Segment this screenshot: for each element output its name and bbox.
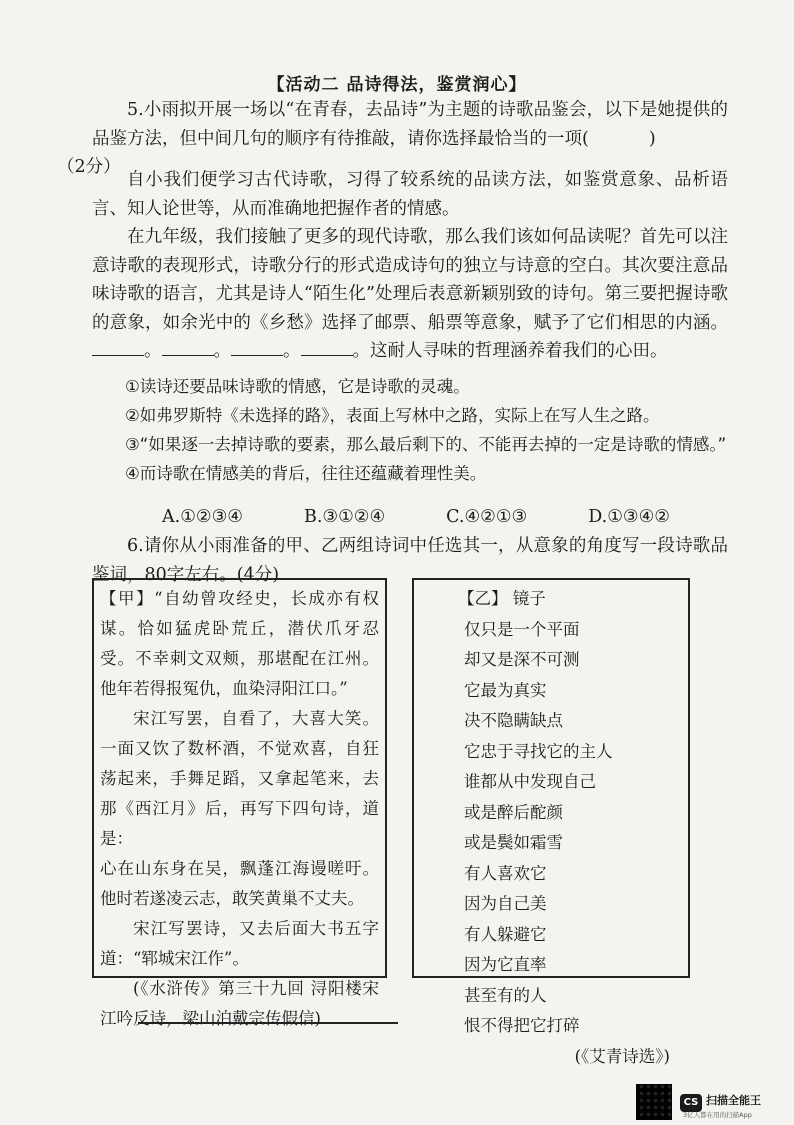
activity-heading: 【活动二 品诗得法，鉴赏润心】 <box>267 75 527 95</box>
yi-line: 或是鬓如霜雪 <box>464 833 563 852</box>
sentence-1: ①读诗还要品味诗歌的情感，它是诗歌的灵魂。 <box>125 377 470 396</box>
blank-3[interactable] <box>231 341 283 356</box>
jia-para-4: 宋江写罢诗，又去后面大书五字道：“郓城宋江作”。 <box>100 919 379 968</box>
poem-jia-box <box>92 578 387 1028</box>
yi-line: 或是醉后酡颜 <box>464 802 563 822</box>
q5-sentences <box>92 372 728 488</box>
yi-source: (《艾青诗选》) <box>574 1046 670 1066</box>
q5-para2: 在九年级，我们接触了更多的现代诗歌，那么我们该如何品读呢？首先可以注意诗歌的表现形式，诗歌分行的形式造成诗句的独立与诗意的空白。其次要注意品味诗歌的语言，尤其是诗人“陌生化”处理后表意新颖别致的诗句。第三要把握诗歌的意象，如余光中的《乡愁》选择了邮票、船票等意象，赋予了它们相思的内涵。。 。 。 。这耐人寻味的哲理涵养着我们的心田。 <box>92 227 728 361</box>
jia-poem: 心在山东身在吴，飘蓬江海谩嗟吁。他时若遂凌云志，敢笑黄巢不丈夫。 <box>100 859 379 908</box>
jia-source: (《水浒传》第三十九回 浔阳楼宋江吟反诗，梁山泊戴宗传假信) <box>100 979 379 1028</box>
yi-line: 谁都从中发现自己 <box>464 772 596 791</box>
camscanner-logo-icon: CS <box>680 1094 702 1112</box>
q5-passage <box>92 166 728 366</box>
blank-4[interactable] <box>301 341 353 356</box>
jia-para-2: 宋江写罢，自看了，大喜大笑。一面又饮了数杯酒，不觉欢喜，自狂荡起来，手舞足蹈，又拿起笔来，去那《西江月》后，再写下四句诗，道是： <box>100 709 379 848</box>
qr-code-icon <box>636 1084 672 1120</box>
blank-1[interactable] <box>92 341 144 356</box>
yi-line: 却又是深不可测 <box>464 650 580 669</box>
yi-line: 因为自己美 <box>464 894 547 913</box>
option-a[interactable]: A.①②③④ <box>162 507 243 527</box>
answer-line[interactable] <box>138 1022 398 1024</box>
scanner-tagline: 3亿人都在用的扫描App <box>683 1111 752 1119</box>
yi-line: 恨不得把它打碎 <box>464 1016 580 1035</box>
q5-options <box>92 503 728 532</box>
option-d[interactable]: D.①③④② <box>588 507 670 527</box>
yi-line: 有人躲避它 <box>464 924 547 944</box>
q5-para1: 自小我们便学习古代诗歌，习得了较系统的品读方法，如鉴赏意象、品析语言、知人论世等，从而准确地把握作者的情感。 <box>92 170 728 219</box>
yi-line: 甚至有的人 <box>464 985 547 1005</box>
q5-stem: 5.小雨拟开展一场以“在青春，去品诗”为主题的诗歌品鉴会，以下是她提供的品鉴方法，但中间几句的顺序有待推敲，请你选择最恰当的一项( ) （2分） <box>57 100 728 177</box>
yi-line: 有人喜欢它 <box>464 863 547 883</box>
option-b[interactable]: B.③①②④ <box>303 507 386 527</box>
sentence-4: ④而诗歌在情感美的背后，往往还蕴藏着理性美。 <box>125 464 487 483</box>
poem-yi-box <box>412 578 690 1066</box>
yi-line: 决不隐瞒缺点 <box>464 711 563 730</box>
yi-line: 仅只是一个平面 <box>464 619 580 639</box>
yi-title: 【乙】 镜子 <box>458 589 546 608</box>
option-c[interactable]: C.④②①③ <box>446 507 528 527</box>
yi-line: 它最为真实 <box>464 680 547 700</box>
sentence-3: ③“如果逐一去掉诗歌的要素，那么最后剩下的、不能再去掉的一定是诗歌的情感。” <box>125 435 727 454</box>
sentence-2: ②如弗罗斯特《未选择的路》，表面上写林中之路，实际上在写人生之路。 <box>125 406 660 425</box>
scanner-brand: 扫描全能王 <box>706 1094 761 1107</box>
jia-para-1: 【甲】“自幼曾攻经史，长成亦有权谋。恰如猛虎卧荒丘，潜伏爪牙忍受。不幸刺文双颊，那堪配在江州。他年若得报冤仇，血染浔阳江口。” <box>100 589 379 698</box>
q6-stem: 6.请你从小雨准备的甲、乙两组诗词中任选其一，从意象的角度写一段诗歌品鉴词，80字左右。(4分) <box>92 536 728 585</box>
yi-line: 因为它直率 <box>464 955 547 974</box>
yi-line: 它忠于寻找它的主人 <box>464 741 613 761</box>
blank-2[interactable] <box>162 341 214 356</box>
